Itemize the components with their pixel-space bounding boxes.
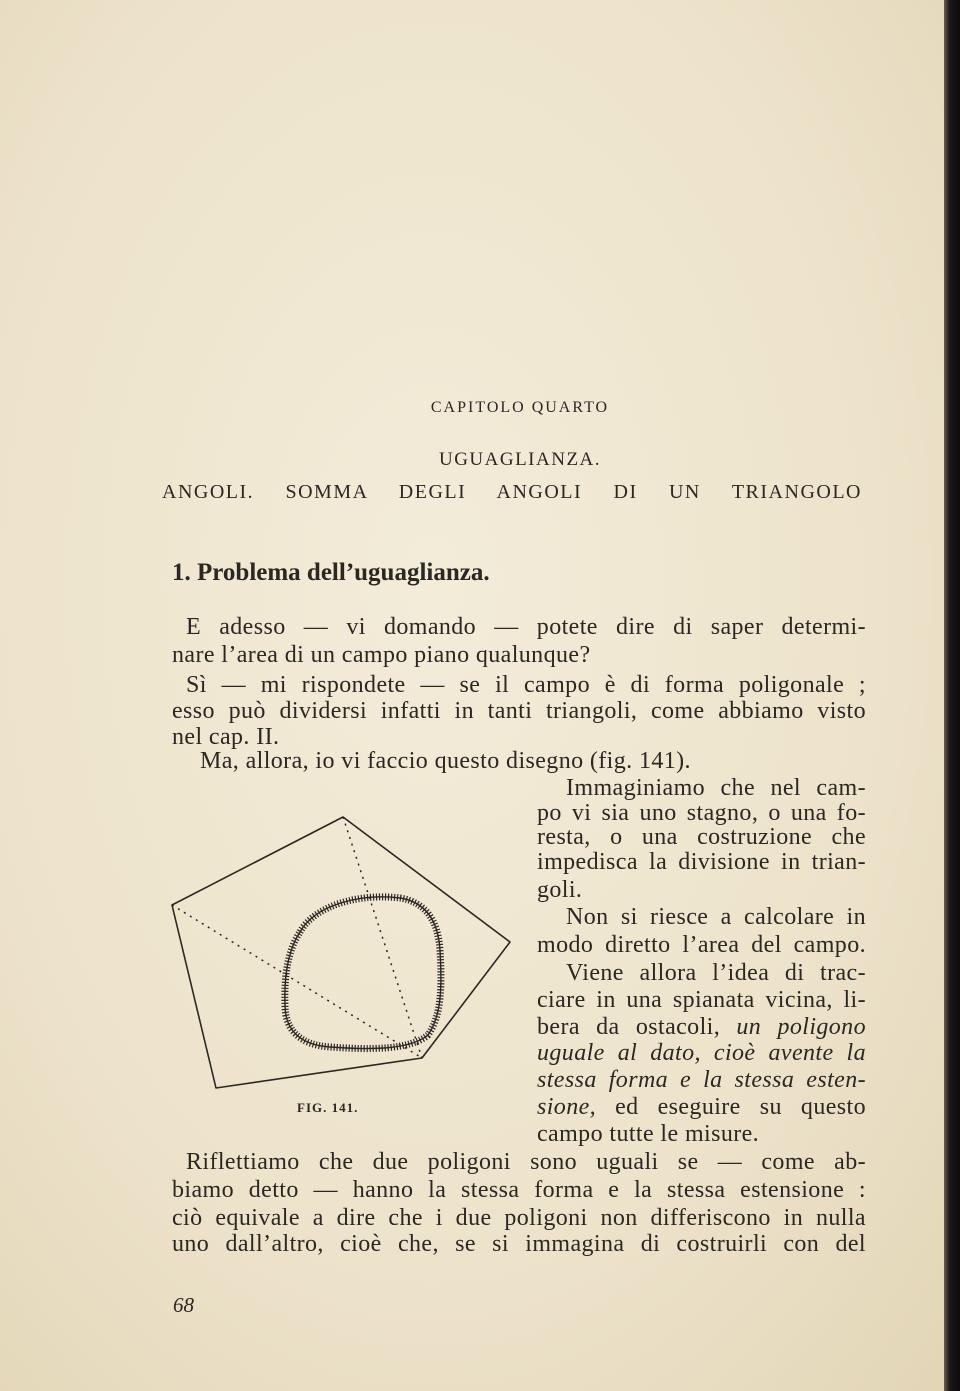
- chapter-subtitle: ANGOLI. SOMMA DEGLI ANGOLI DI UN TRIANGOLO: [162, 481, 862, 503]
- section-heading: 1. Problema dell’uguaglianza.: [172, 559, 490, 586]
- body-line: resta, o una costruzione che: [537, 824, 866, 850]
- body-line: E adesso — vi domando — potete dire di saper determi-: [186, 614, 866, 640]
- body-line: uguale al dato, cioè avente la: [537, 1040, 866, 1066]
- body-line: nare l’area di un campo piano qualunque?: [172, 642, 591, 668]
- body-line: goli.: [537, 877, 583, 903]
- body-line: nel cap. II.: [172, 724, 280, 750]
- body-line: esso può dividersi infatti in tanti triangoli, come abbiamo visto: [172, 698, 866, 724]
- body-line: uno dall’altro, cioè che, se si immagina di costruirli con del: [172, 1231, 866, 1257]
- italic-text: un poligono: [736, 1014, 866, 1040]
- body-line: biamo detto — hanno la stessa forma e la stessa estensione :: [172, 1177, 866, 1203]
- roman-text: bera da ostacoli,: [537, 1014, 737, 1040]
- diagonal-line: [343, 817, 422, 1058]
- roman-text: ed eseguire su questo: [596, 1094, 866, 1120]
- chapter-label: CAPITOLO QUARTO: [430, 399, 610, 416]
- body-line: Viene allora l’idea di trac-: [566, 960, 866, 986]
- chapter-title: UGUAGLIANZA.: [438, 449, 602, 470]
- figure-caption: FIG. 141.: [297, 1100, 359, 1115]
- body-line: impedisca la divisione in trian-: [537, 849, 866, 875]
- body-line: po vi sia uno stagno, o una fo-: [537, 800, 866, 826]
- figure-141-drawing: [150, 800, 530, 1100]
- book-binding-edge: [944, 0, 960, 1391]
- body-line: [537, 1092, 866, 1122]
- pond-outline: [285, 897, 441, 1049]
- body-line: ciò equivale a dire che i due poligoni non differiscono in nulla: [172, 1205, 866, 1231]
- italic-text: sione,: [537, 1094, 597, 1120]
- body-line: Sì — mi rispondete — se il campo è di forma poligonale ;: [186, 672, 866, 698]
- body-line: Non si riesce a calcolare in: [566, 904, 866, 930]
- body-line: Immaginiamo che nel cam-: [566, 775, 866, 801]
- body-line: stessa forma e la stessa esten-: [537, 1067, 866, 1093]
- body-line: modo diretto l’area del campo.: [537, 932, 866, 958]
- body-line: Riflettiamo che due poligoni sono uguali se — come ab-: [186, 1149, 866, 1175]
- body-line: campo tutte le misure.: [537, 1121, 760, 1147]
- body-line: Ma, allora, io vi faccio questo disegno (fig. 141).: [200, 748, 691, 774]
- body-line: ciare in una spianata vicina, li-: [537, 987, 866, 1013]
- page-number: 68: [173, 1293, 194, 1317]
- pond-obstacle: [285, 897, 441, 1049]
